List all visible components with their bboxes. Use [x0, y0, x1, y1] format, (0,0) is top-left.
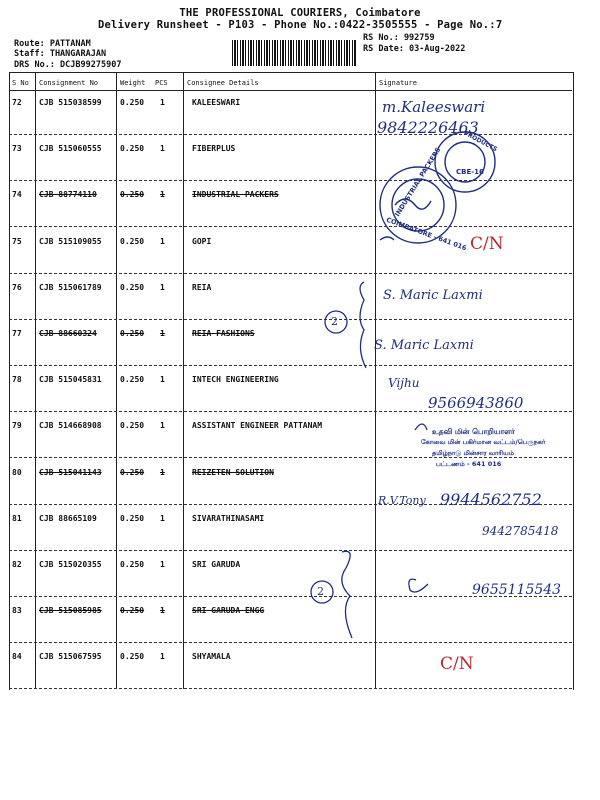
row-sno: 75 [12, 236, 22, 246]
row-pcs: 1 [160, 190, 165, 200]
row-consignee: REIA [192, 282, 212, 292]
row-weight: 0.250 [120, 329, 145, 338]
row-consignee: REIA FASHIONS [192, 329, 255, 338]
row-weight: 0.250 [120, 375, 145, 385]
fiberplus-stamp-text: PRODUCTS [462, 129, 499, 154]
industrial-stamp-city: COIMBATORE - 641 016 [385, 215, 468, 253]
column-header-consignee: Consignee Details [187, 79, 259, 87]
row-weight: 0.250 [120, 190, 145, 200]
row-consignee: SRI GARUDA [192, 560, 241, 569]
row-divider [9, 642, 572, 643]
row-divider [9, 319, 572, 320]
header-divider [9, 90, 572, 91]
row-consignment-no: CJB 515061789 [39, 282, 102, 292]
row-sno: 76 [12, 282, 22, 292]
row-consignment-no: CJB 88665109 [39, 513, 97, 523]
row-sno: 73 [12, 144, 22, 154]
gopi-cn-note: C/N [470, 234, 504, 254]
garuda-phone: 9655115543 [472, 582, 562, 598]
row-weight: 0.250 [120, 98, 145, 107]
row-consignment-no: CJB 515109055 [39, 236, 102, 246]
row-consignee: INTECH ENGINEERING [192, 375, 279, 385]
fiberplus-stamp-code: CBE-16 [456, 168, 484, 176]
rs-number: RS No.: 992759 [363, 33, 435, 43]
row-weight: 0.250 [120, 282, 145, 292]
row-consignee: REIZETEN SOLUTION [192, 467, 274, 477]
tamil-stamp-line-4: பட்டணம் - 641 016 [436, 460, 502, 468]
industrial-stamp-text: INDUSTRIAL PACKERS [393, 146, 443, 218]
shyamala-cn-note: C/N [440, 654, 474, 674]
row-consignee: INDUSTRIAL PACKERS [192, 190, 279, 200]
tamil-stamp-line-3: தமிழ்நாடு மின்சார வாரியம் [432, 449, 514, 457]
row-pcs: 1 [160, 329, 165, 338]
row-consignment-no: CJB 515020355 [39, 560, 102, 569]
row-divider [9, 134, 572, 135]
column-header-consignment: Consignment No [39, 79, 99, 87]
row-weight: 0.250 [120, 421, 145, 431]
runsheet-subtitle: Delivery Runsheet - P103 - Phone No.:0422-3505555 - Page No.:7 [98, 19, 503, 31]
row-pcs: 1 [160, 421, 165, 431]
row-sno: 78 [12, 375, 22, 385]
row-sno: 79 [12, 421, 22, 431]
row-sno: 74 [12, 190, 22, 200]
route-label: Route: PATTANAM [14, 39, 91, 49]
row-consignee: GOPI [192, 236, 212, 246]
row-pcs: 1 [160, 98, 165, 107]
row-consignment-no: CJB 515045831 [39, 375, 102, 385]
row-pcs: 1 [160, 560, 165, 569]
tamil-stamp-line-2: கோவை மின் பகிர்மான வட்டம்/பெருநகர் [421, 438, 546, 446]
column-header-sno: S No [12, 79, 29, 87]
row-consignment-no: CJB 515085985 [39, 606, 102, 616]
row-consignee: KALEESWARI [192, 98, 241, 107]
row-consignment-no: CJB 88660324 [39, 329, 97, 338]
reia-fashions-signature: S. Maric Laxmi [374, 338, 474, 353]
row-sno: 84 [12, 652, 22, 662]
row-divider [9, 365, 572, 366]
siva-phone-second: 9442785418 [482, 524, 559, 538]
row-weight: 0.250 [120, 652, 145, 662]
siva-phone: 9944562752 [440, 490, 542, 509]
row-sno: 82 [12, 560, 22, 569]
row-consignment-no: CJB 514668908 [39, 421, 102, 431]
rs-date: RS Date: 03-Aug-2022 [363, 44, 466, 54]
row-pcs: 1 [160, 144, 165, 154]
row-consignee: SRI GARUDA ENGG [192, 606, 265, 616]
row-pcs: 1 [160, 467, 165, 477]
row-consignment-no: CJB 515041143 [39, 467, 102, 477]
kaleeswari-signature: m.Kaleeswari [382, 98, 486, 116]
row-consignment-no: CJB 515038599 [39, 98, 102, 107]
row-sno: 83 [12, 606, 22, 616]
staff-label: Staff: THANGARAJAN [14, 49, 107, 59]
row-weight: 0.250 [120, 560, 145, 569]
row-weight: 0.250 [120, 236, 145, 246]
row-divider [9, 273, 572, 274]
row-consignee: SHYAMALA [192, 652, 231, 662]
row-divider [9, 688, 572, 689]
row-weight: 0.250 [120, 606, 145, 616]
column-header-signature: Signature [379, 79, 417, 87]
row-consignee: FIBERPLUS [192, 144, 236, 154]
garuda-count: 2 [317, 585, 324, 598]
row-weight: 0.250 [120, 144, 145, 154]
row-consignee: SIVARATHINASAMI [192, 513, 265, 523]
row-pcs: 1 [160, 606, 165, 616]
intech-signature: Vijhu [388, 376, 420, 390]
row-divider [9, 180, 572, 181]
tamil-stamp-line-1: உதவி மின் பொறியாளர் [432, 427, 515, 436]
row-pcs: 1 [160, 652, 165, 662]
row-divider [9, 226, 572, 227]
siva-signature: R.V.Tony [378, 494, 426, 507]
row-weight: 0.250 [120, 467, 145, 477]
row-pcs: 1 [160, 282, 165, 292]
row-sno: 77 [12, 329, 22, 338]
reia-count: 2 [331, 315, 338, 328]
row-consignee: ASSISTANT ENGINEER PATTANAM [192, 421, 323, 431]
column-header-weight: Weight [120, 79, 146, 87]
row-pcs: 1 [160, 236, 165, 246]
drs-label: DRS No.: DCJB99275907 [14, 60, 122, 70]
intech-phone: 9566943860 [428, 394, 524, 412]
row-sno: 72 [12, 98, 22, 107]
row-consignment-no: CJB 88774110 [39, 190, 97, 200]
row-pcs: 1 [160, 513, 165, 523]
barcode-icon [232, 40, 357, 66]
company-title: THE PROFESSIONAL COURIERS, Coimbatore [179, 7, 421, 19]
row-divider [9, 550, 572, 551]
row-consignment-no: CJB 515060555 [39, 144, 102, 154]
row-sno: 80 [12, 467, 22, 477]
row-consignment-no: CJB 515067595 [39, 652, 102, 662]
row-sno: 81 [12, 513, 22, 523]
row-pcs: 1 [160, 375, 165, 385]
column-header-pcs: PCS [155, 79, 168, 87]
row-weight: 0.250 [120, 513, 145, 523]
reia-signature: S. Maric Laxmi [383, 288, 483, 303]
kaleeswari-phone: 9842226463 [377, 118, 479, 137]
